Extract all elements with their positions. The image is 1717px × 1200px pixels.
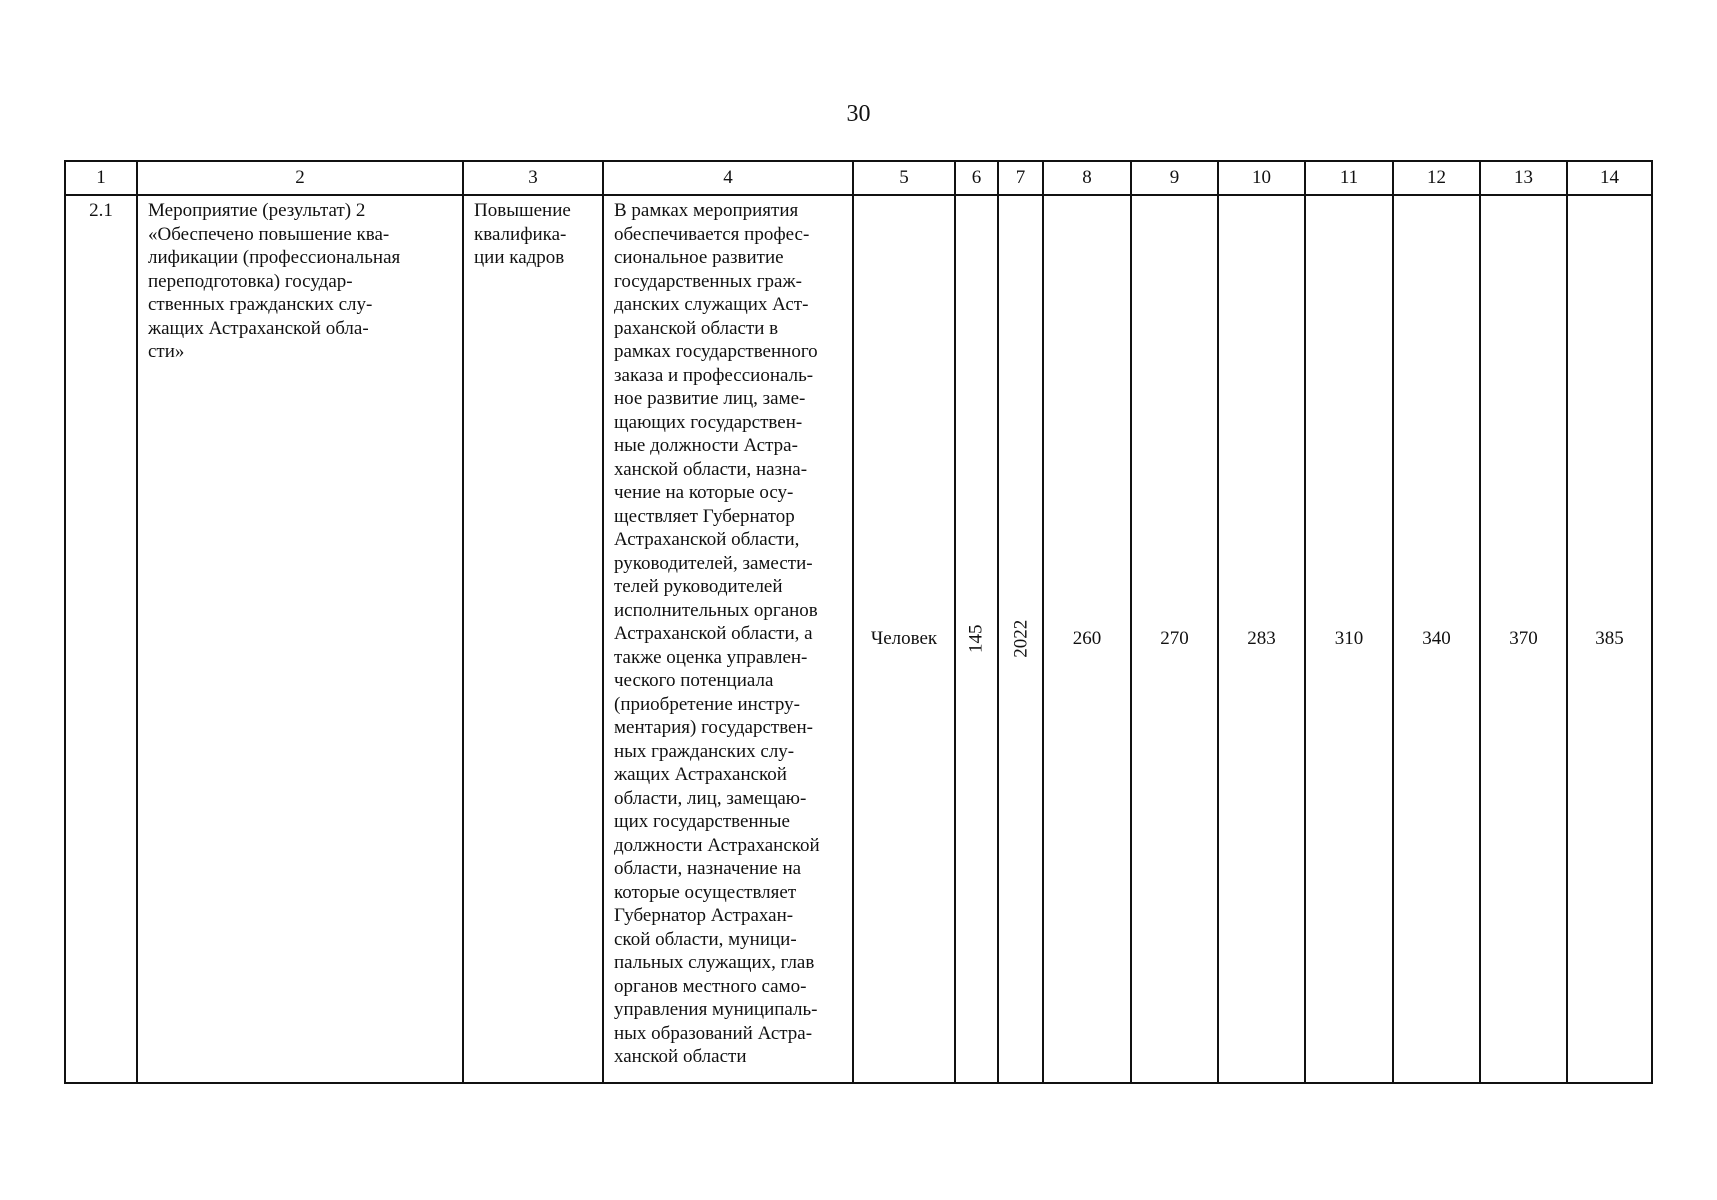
row-number: 2.1 xyxy=(65,195,137,1083)
header-cell-14: 14 xyxy=(1567,161,1652,195)
event-text: Мероприятие (результат) 2 «Обеспечено повышение ква- лификации (профессиональная переподготовка) государ- ственных гражданских слу- жащих Астраханской обла- сти» xyxy=(148,200,401,362)
code-cell xyxy=(955,195,998,1083)
header-cell-6: 6 xyxy=(955,161,998,195)
value-cell-10: 283 xyxy=(1218,195,1305,1083)
value-cell-9: 270 xyxy=(1131,195,1218,1083)
header-cell-2: 2 xyxy=(137,161,463,195)
indicators-table xyxy=(64,160,1653,1084)
description-cell xyxy=(603,195,853,1083)
value-cell-8: 260 xyxy=(1043,195,1131,1083)
header-cell-8: 8 xyxy=(1043,161,1131,195)
description-text: В рамках мероприятия обеспечивается профес- сиональное развитие государственных граж- данских служащих Аст- раханской области в рамках государственного заказа и профессиональ- ное развитие лиц, заме- щающих государствен- ные должности Астра- ханской области, назна- чение на которые осу- ществляет Губернатор Астраханской области, руководителей, замести- телей руководителей исполнительных органов Астраханской области, а также оценка управлен- ческого потенциала (приобретение инстру- ментария) государствен- ных гражданских слу- жащих Астраханской области, лиц, замещаю- щих государственные должности Астраханской области, назначение на которые осуществляет Губернатор Астрахан- ской области, муници- пальных служащих, глав органов местного само- управления муниципаль- ных образований Астра- ханской области xyxy=(614,200,820,1067)
header-cell-3: 3 xyxy=(463,161,603,195)
header-cell-10: 10 xyxy=(1218,161,1305,195)
code-text: 145 xyxy=(965,624,987,654)
header-cell-7: 7 xyxy=(998,161,1043,195)
event-cell xyxy=(137,195,463,1083)
base-year-cell xyxy=(998,195,1043,1083)
table-row xyxy=(65,195,1652,1083)
value-cell-11: 310 xyxy=(1305,195,1393,1083)
result-text: Повышение квалифика- ции кадров xyxy=(474,200,571,268)
header-cell-5: 5 xyxy=(853,161,955,195)
header-cell-9: 9 xyxy=(1131,161,1218,195)
header-cell-13: 13 xyxy=(1480,161,1567,195)
base-year-text: 2022 xyxy=(1009,620,1031,658)
unit-cell: Человек xyxy=(853,195,955,1083)
header-cell-11: 11 xyxy=(1305,161,1393,195)
value-cell-13: 370 xyxy=(1480,195,1567,1083)
value-cell-12: 340 xyxy=(1393,195,1480,1083)
header-cell-1: 1 xyxy=(65,161,137,195)
result-cell xyxy=(463,195,603,1083)
page-number: 30 xyxy=(846,101,871,127)
header-cell-12: 12 xyxy=(1393,161,1480,195)
header-cell-4: 4 xyxy=(603,161,853,195)
header-row xyxy=(65,161,1652,195)
value-cell-14: 385 xyxy=(1567,195,1652,1083)
